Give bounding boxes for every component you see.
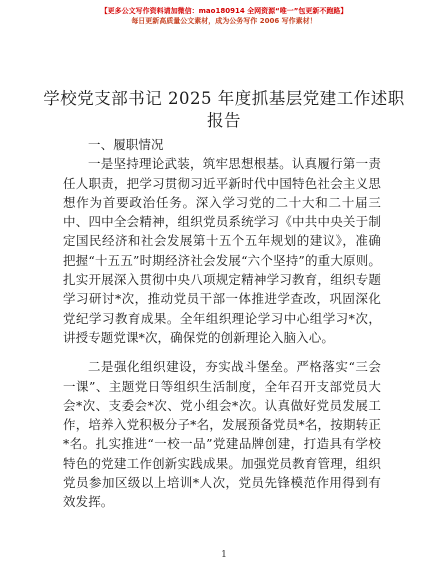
banner-line-2: 每日更新高质量公文素材，成为公务写作 2006 写作素材！ (131, 17, 317, 25)
banner-line-1: 【更多公文写作资料请加微信：mao180914 全网资源“唯一”包更新不跑路】 (100, 7, 348, 15)
page-number: 1 (221, 550, 227, 560)
paragraph: 二是强化组织建设，夯实战斗堡垒。严格落实“三会一课”、主题党日等组织生活制度，全年召开支部党员大会*次、支委会*次、党小组会*次。认真做好党员发展工作，培养入党积极分子*名，发展预备党员*名，按期转正*名。扎实推进“一校一品”党建品牌创建，打造具有学校特色的党建工作创新实践成果。加强党员教育管理，组织党员参加区级以上培训*人次，党员先锋模范作用得到有效发挥。 (63, 359, 381, 510)
paragraph: 一是坚持理论武装，筑牢思想根基。认真履行第一责任人职责，把学习贯彻习近平新时代中国特色社会主义思想作为首要政治任务。深入学习党的二十大和二十届三中、四中全会精神，组织党员系统学习《中共中央关于制定国民经济和社会发展第十五个五年规划的建议》，准确把握“十五五”时期经济社会发展“六个坚持”的重大原则。扎实开展深入贯彻中央八项规定精神学习教育，组织专题学习研讨*次，推动党员干部一体推进学查改，巩固深化党纪学习教育成果。全年组织理论学习中心组学习*次，讲授专题党课*次，确保党的创新理论入脑入心。 (63, 156, 381, 345)
header-banner (0, 6, 448, 26)
document-title: 学校党支部书记 2025 年度抓基层党建工作述职报告 (43, 89, 405, 130)
section-heading: 一、履职情况 (88, 137, 164, 152)
document-body (63, 135, 381, 512)
